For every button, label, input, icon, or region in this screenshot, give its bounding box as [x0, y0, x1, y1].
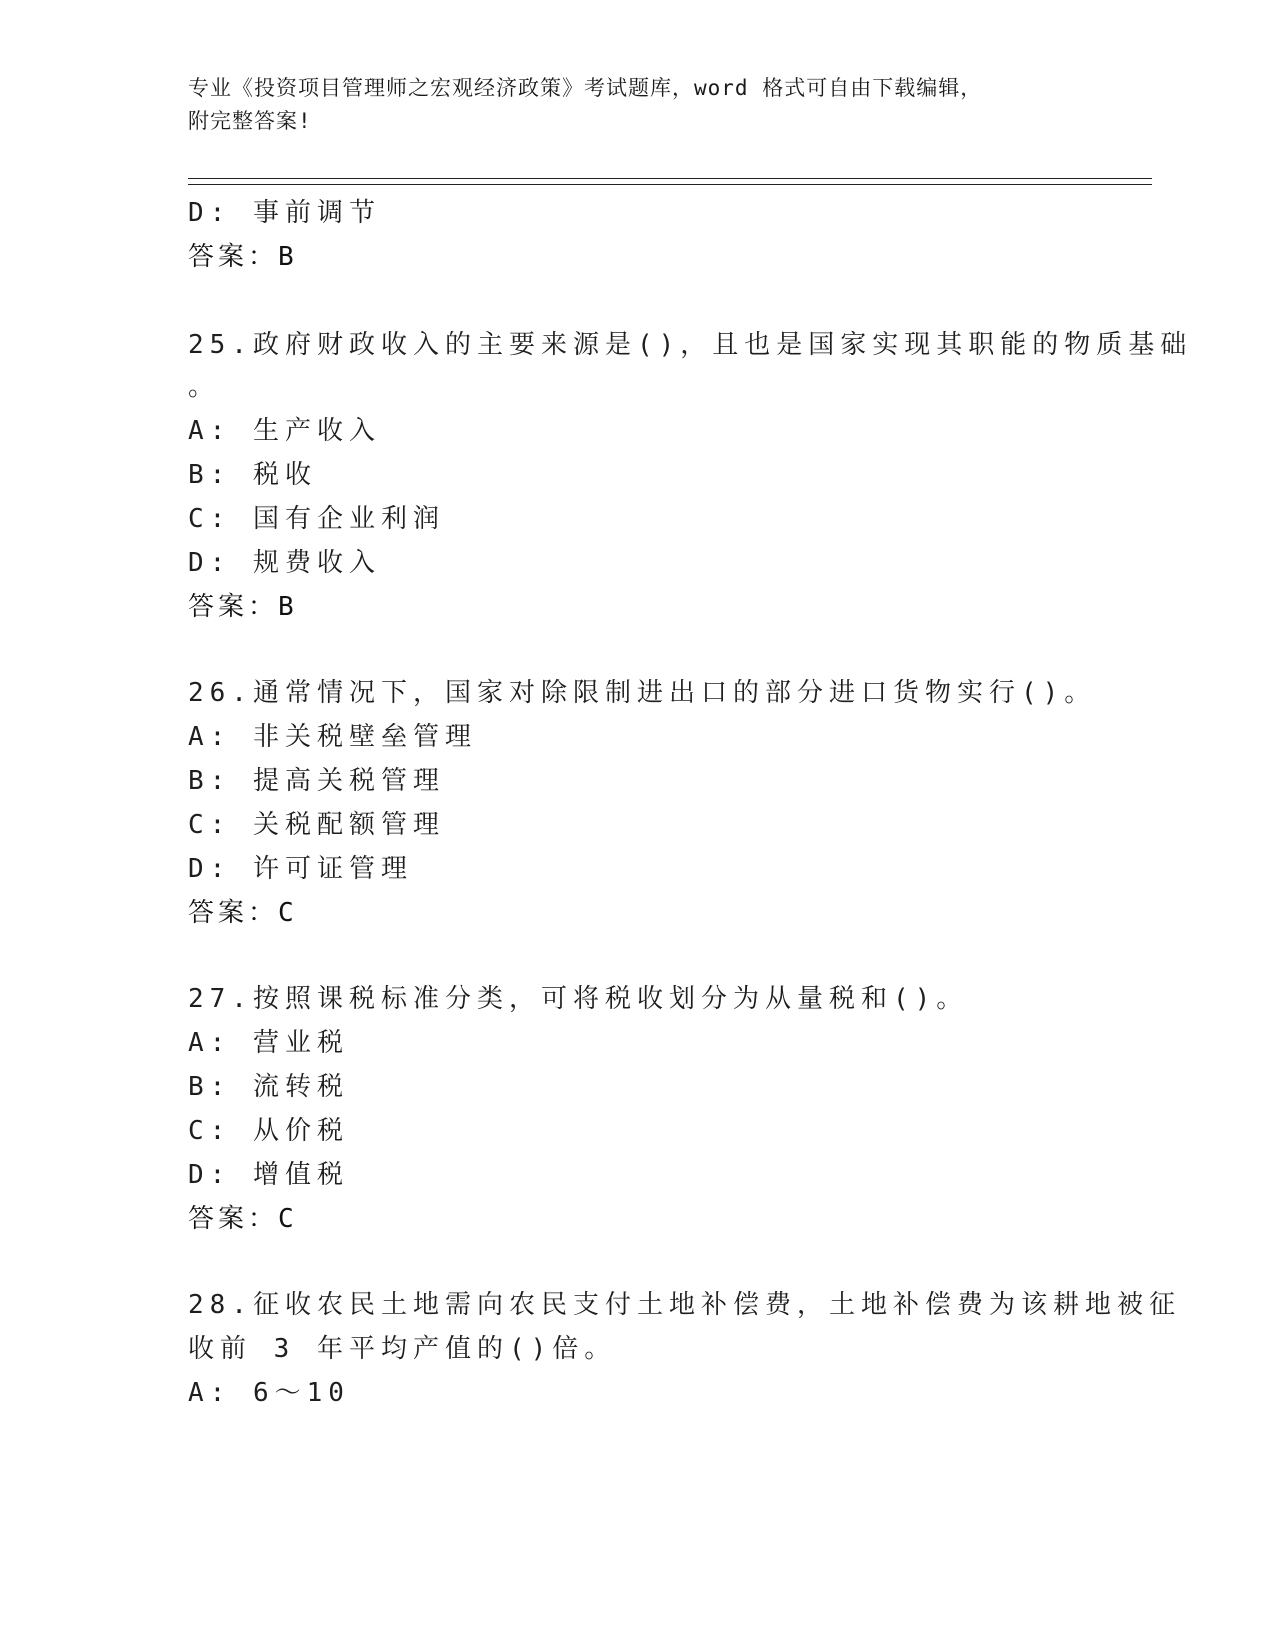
- answer-value: B: [278, 592, 298, 622]
- prev-option-d: D: 事前调节: [188, 198, 381, 228]
- question-28-option-a: A: 6～10: [188, 1378, 350, 1408]
- header-divider-bottom: [188, 184, 1152, 185]
- header-line-2: 附完整答案!: [188, 109, 312, 133]
- question-27-option-a: A: 营业税: [188, 1028, 349, 1058]
- question-25-answer: [188, 586, 298, 623]
- prev-answer: [188, 236, 298, 273]
- question-25-option-d: D: 规费收入: [188, 548, 381, 578]
- question-25-stem-line-2: 。: [188, 372, 221, 402]
- question-25-stem-line-1: 25.政府财政收入的主要来源是()，且也是国家实现其职能的物质基础: [188, 330, 1193, 360]
- question-26-stem-line-1: 26.通常情况下，国家对除限制进出口的部分进口货物实行()。: [188, 678, 1097, 708]
- answer-label: 答案：: [188, 242, 279, 272]
- answer-label: 答案：: [188, 1204, 279, 1234]
- question-27-option-d: D: 增值税: [188, 1160, 349, 1190]
- question-27-option-b: B: 流转税: [188, 1072, 349, 1102]
- answer-label: 答案：: [188, 592, 279, 622]
- header-line-1: 专业《投资项目管理师之宏观经济政策》考试题库，word 格式可自由下载编辑，: [188, 76, 983, 100]
- answer-value: C: [278, 898, 298, 928]
- question-25-option-c: C: 国有企业利润: [188, 504, 445, 534]
- question-28-stem-line-1: 28.征收农民土地需向农民支付土地补偿费，土地补偿费为该耕地被征: [188, 1290, 1181, 1320]
- answer-value: C: [278, 1204, 298, 1234]
- question-26-answer: [188, 892, 298, 929]
- answer-value: B: [278, 242, 298, 272]
- answer-label: 答案：: [188, 898, 279, 928]
- question-25-option-b: B: 税收: [188, 460, 317, 490]
- question-27-option-c: C: 从价税: [188, 1116, 349, 1146]
- document-header: [188, 72, 1088, 138]
- header-divider-top: [188, 178, 1152, 179]
- question-26-option-d: D: 许可证管理: [188, 854, 413, 884]
- question-25-option-a: A: 生产收入: [188, 416, 381, 446]
- question-28-stem-line-2: 收前 3 年平均产值的()倍。: [188, 1334, 617, 1364]
- question-26-option-c: C: 关税配额管理: [188, 810, 445, 840]
- question-27-answer: [188, 1198, 298, 1235]
- question-26-option-b: B: 提高关税管理: [188, 766, 445, 796]
- question-27-stem-line-1: 27.按照课税标准分类，可将税收划分为从量税和()。: [188, 984, 969, 1014]
- question-26-option-a: A: 非关税壁垒管理: [188, 722, 477, 752]
